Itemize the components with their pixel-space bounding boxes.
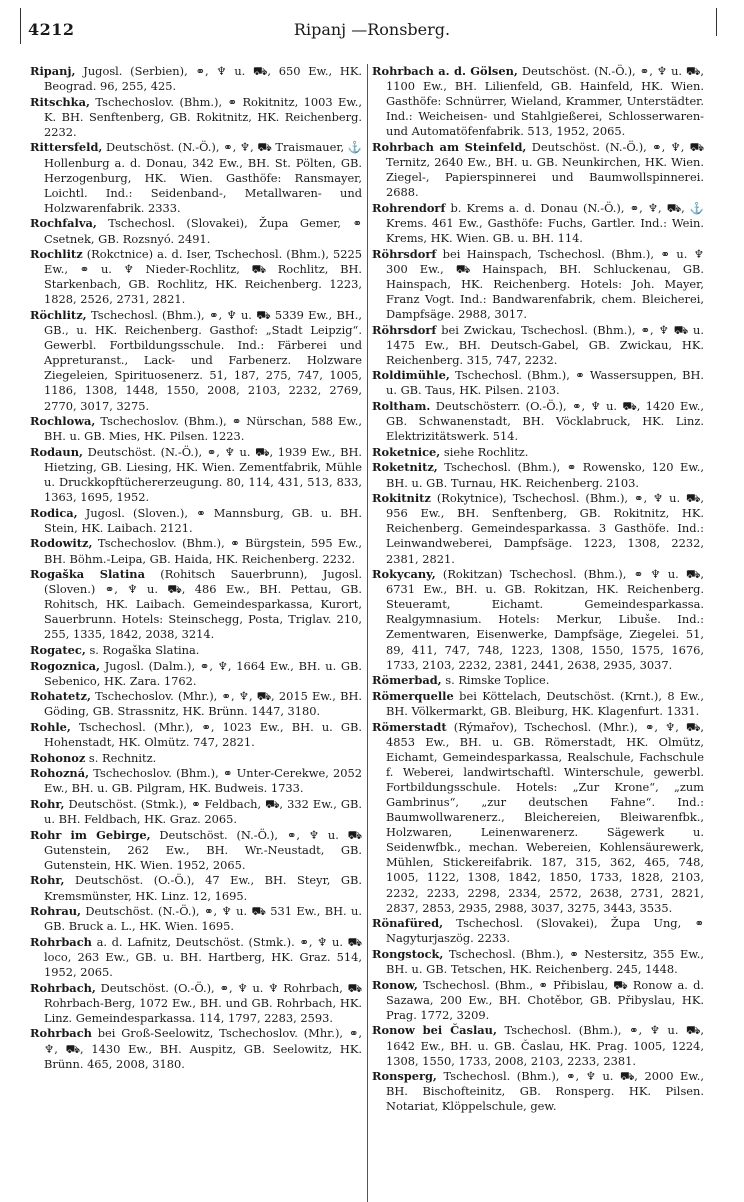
entry-text: Tschechoslov. (Bhm.), ⚭ Unter-Cerekwe, 2052 Ew., BH. u. GB. Pilgram, HK. Budweis. 1733. — [44, 766, 362, 796]
gazetteer-entry — [372, 1023, 704, 1068]
entry-text: bei Groß-Seelowitz, Tschechoslov. (Mhr.), ⚭, ♆, ⛟, 1430 Ew., BH. Auspitz, GB. Seelowitz, HK. Brünn. 465, 2008, 3180. — [44, 1026, 362, 1071]
gazetteer-entry — [372, 201, 704, 246]
entry-headword: Ripanj, — [30, 64, 76, 78]
entry-text: Deutschöst. (N.-Ö.), ⚭, ♆ u. ⛟ Gutenstein, 262 Ew., BH. Wr.-Neustadt, GB. Gutenstein, HK. Wien. 1952, 2065. — [44, 827, 362, 872]
page-header — [0, 8, 744, 48]
entry-text: Tschechoslov. (Bhm.), ⚭ Nürschan, 588 Ew., BH. u. GB. Mies, HK. Pilsen. 1223. — [44, 414, 362, 444]
entry-text: Jugosl. (Sloven.), ⚭ Mannsburg, GB. u. BH. Stein, HK. Laibach. 2121. — [44, 505, 362, 535]
entry-headword: Rohonoz — [30, 750, 86, 765]
entry-text: Deutschösterr. (O.-Ö.), ⚭, ♆ u. ⛟, 1420 Ew., GB. Schwanenstadt, BH. Vöcklabruck, HK. Linz. Elektrizitätswerk. 514. — [386, 399, 704, 444]
entry-text: Tschechosl. (Slovakei), Župa Ung, ⚭ Nagyturjaszög. 2233. — [386, 916, 704, 946]
entry-headword: Ritschka, — [30, 94, 90, 109]
entry-headword: Rochlowa, — [30, 414, 96, 429]
gazetteer-entry — [30, 95, 362, 140]
gazetteer-entry — [372, 140, 704, 200]
entry-headword: Römerbad, — [372, 673, 442, 688]
entry-headword: Rohatetz, — [30, 689, 91, 704]
gazetteer-entry — [372, 947, 704, 977]
entry-text: Tschechosl. (Bhm.), ⚭ Nestersitz, 355 Ew., BH. u. GB. Tetschen, HK. Reichenberg. 245, 1448. — [386, 946, 704, 977]
entry-headword: Ronow bei Časlau, — [372, 1023, 497, 1038]
entry-headword: Rokycany, — [372, 567, 436, 582]
entry-headword: Roldimühle, — [372, 368, 450, 383]
entry-text: Tschechosl. (Bhm.), ⚭, ♆ u. ⛟, 2000 Ew., BH. Bischofteinitz, GB. Ronsperg. HK. Pilsen. Notariat, Klöppelschule, gew. — [386, 1069, 704, 1114]
entry-text: bei Hainspach, Tschechosl. (Bhm.), ⚭ u. ♆ 300 Ew., ⛟ Hainspach, BH. Schluckenau, GB. Hainspach, HK. Reichenberg. Hotels: Joh. Mayer, Franz Vogt. Ind.: Bandwarenfabrik, chem. Bleicherei, Dampfsäge. 2988, 3017. — [386, 246, 704, 321]
entry-text: Tschechosl. (Slovakei), Župa Gemer, ⚭ Csetnek, GB. Rozsnyó. 2491. — [44, 216, 362, 246]
entry-headword: Röhrsdorf — [372, 246, 437, 261]
gazetteer-entry — [30, 935, 362, 980]
entry-headword: Rohr, — [30, 797, 65, 811]
gazetteer-entry — [30, 140, 362, 215]
running-head: Ripanj —Ronsberg. — [293, 20, 451, 39]
entry-headword: Rohrbach am Steinfeld, — [372, 139, 527, 154]
entry-text: bei Köttelach, Deutschöst. (Krnt.), 8 Ew., BH. Völkermarkt, GB. Bleiburg, HK. Klagenfurt. 1331. — [386, 688, 704, 718]
entry-text: (Rokytnice), Tschechosl. (Bhm.), ⚭, ♆ u. ⛟, 956 Ew., BH. Senftenberg, GB. Rokitnitz, HK. Reichenberg. Gemeindesparkassa. 3 Gasthöfe. Ind.: Leinwandweberei, Dampfsäge. 1223, 1308, 2232, 2381, 2821. — [386, 491, 704, 566]
entry-text: Deutschöst. (Stmk.), ⚭ Feldbach, ⛟, 332 Ew., GB. u. BH. Feldbach, HK. Graz. 2065. — [44, 797, 362, 827]
gazetteer-entry — [30, 506, 362, 536]
entry-text: Deutschöst. (N.-Ö.), ⚭, ♆, ⛟ Traismauer, ⚓ Hollenburg a. d. Donau, 342 Ew., BH. St. Pölten, GB. Herzogenburg, HK. Wien. Gasthöfe: Ransmayer, Loichtl. Ind.: Seidenband-, Metallwaren- und Holzwarenfabrik. 2333. — [44, 140, 362, 215]
entry-headword: Roltham. — [372, 399, 431, 414]
gazetteer-entry — [372, 491, 704, 566]
gazetteer-entry — [30, 751, 362, 766]
gazetteer-entry — [372, 368, 704, 398]
entry-text: Tschechoslov. (Bhm.), ⚭ Bürgstein, 595 Ew., BH. Böhm.-Leipa, GB. Haida, HK. Reichenberg. 2232. — [44, 536, 362, 566]
entry-headword: Rohr im Gebirge, — [30, 827, 151, 842]
entry-text: Deutschöst. (N.-Ö.), ⚭, ♆ u. ⛟, 1100 Ew., BH. Lilienfeld, GB. Hainfeld, HK. Wien. Gasthöfe: Schnürrer, Wieland, Krammer, Unterstädter. Ind.: Weicheisen- und Stahlgießerei, Schlosserwaren- und Automatöfenfabrik. 513, 1952, 2065. — [386, 64, 704, 139]
entry-text: (Rohitsch Sauerbrunn), Jugosl. (Sloven.) ⚭, ♆ u. ⛟, 486 Ew., BH. Pettau, GB. Rohitsch, HK. Laibach. Gemeindesparkassa, Kurort, Sauerbrunn. Hotels: Steinschegg, Posta, Triglav. 210, 255, 1335, 1842, 2038, 3214. — [44, 567, 362, 642]
entry-text: s. Rogaška Slatina. — [85, 643, 200, 658]
entry-text: a. d. Lafnitz, Deutschöst. (Stmk.). ⚭, ♆ u. ⛟ loco, 263 Ew., GB. u. BH. Hartberg, HK. Graz. 514, 1952, 2065. — [44, 934, 362, 980]
entry-text: Deutschöst. (O.-Ö.), 47 Ew., BH. Steyr, GB. Kremsmünster, HK. Linz. 12, 1695. — [44, 873, 362, 903]
entry-headword: Röchlitz, — [30, 308, 87, 322]
gazetteer-entry — [30, 216, 362, 246]
gazetteer-entry — [372, 916, 704, 946]
left-column — [30, 64, 362, 1072]
entry-headword: Rogaška Slatina — [30, 567, 145, 582]
page-number: 4212 — [28, 20, 75, 39]
gazetteer-entry — [372, 978, 704, 1023]
entry-text: Tschechosl. (Mhr.), ⚭, 1023 Ew., BH. u. GB. Hohenstadt, HK. Olmütz. 747, 2821. — [44, 720, 362, 750]
entry-headword: Rohrbach — [30, 934, 92, 949]
gazetteer-entry — [372, 64, 704, 139]
entry-headword: Römerstadt — [372, 719, 447, 734]
entry-headword: Rittersfeld, — [30, 140, 103, 155]
entry-headword: Rodica, — [30, 505, 78, 520]
entry-text: Deutschöst. (N.-Ö.), ⚭, ♆ u. ⛟ 531 Ew., BH. u. GB. Bruck a. L., HK. Wien. 1695. — [44, 904, 362, 934]
gazetteer-entry — [372, 323, 704, 368]
entry-headword: Rogatec, — [30, 643, 86, 658]
entry-headword: Rohrbach a. d. Gölsen, — [372, 64, 518, 78]
entry-headword: Ronsperg, — [372, 1069, 437, 1084]
entry-headword: Röhrsdorf — [372, 322, 437, 337]
entry-text: (Rokctnice) a. d. Iser, Tschechosl. (Bhm.), 5225 Ew., ⚭ u. ♆ Nieder-Rochlitz, ⛟ Rochlitz, BH. Starkenbach, GB. Rochlitz, HK. Reichenberg. 1223, 1828, 2526, 2731, 2821. — [44, 247, 362, 307]
entry-text: bei Zwickau, Tschechosl. (Bhm.), ⚭, ♆ ⛟ u. 1475 Ew., BH. Deutsch-Gabel, GB. Zwickau, HK. Reichenberg. 315, 747, 2232. — [386, 322, 704, 367]
entry-headword: Rohle, — [30, 720, 71, 735]
entry-text: Tschechosl. (Bhm.), ⚭, ♆ u. ⛟, 1642 Ew., BH. u. GB. Časlau, HK. Prag. 1005, 1224, 1308, 1550, 1733, 2008, 2103, 2233, 2381. — [386, 1023, 704, 1068]
gazetteer-entry — [30, 689, 362, 719]
gazetteer-entry — [30, 873, 362, 903]
entry-headword: Rodowitz, — [30, 536, 93, 551]
entry-text: Jugosl. (Dalm.), ⚭, ♆, 1664 Ew., BH. u. GB. Sebenico, HK. Zara. 1762. — [44, 658, 362, 688]
entry-text: s. Rechnitz. — [85, 750, 157, 765]
right-column — [372, 64, 704, 1115]
gazetteer-entry — [372, 567, 704, 673]
gazetteer-entry — [372, 720, 704, 916]
gazetteer-entry — [30, 247, 362, 307]
entry-headword: Roketnitz, — [372, 460, 438, 475]
gazetteer-entry — [30, 308, 362, 414]
gazetteer-entry — [30, 981, 362, 1026]
gazetteer-entry — [30, 828, 362, 873]
entry-text: b. Krems a. d. Donau (N.-Ö.), ⚭, ♆, ⛟, ⚓ Krems. 461 Ew., Gasthöfe: Fuchs, Gartler. Ind.: Wein. Krems, HK. Wien. GB. u. BH. 114. — [386, 200, 704, 246]
entry-text: Tschechoslov. (Bhm.), ⚭ Rokitnitz, 1003 Ew., K. BH. Senftenberg, GB. Rokitnitz, HK. Reichenberg. 2232. — [44, 94, 362, 139]
entry-headword: Rönafüred, — [372, 916, 444, 931]
entry-text: Tschechosl. (Bhm.), ⚭, ♆ u. ⛟ 5339 Ew., BH., GB., u. HK. Reichenberg. Gasthof: „Stadt Leipzig“. Gewerbl. Fortbildungsschule. Ind.: Färberei und Appreturanst., Lack- und Farbenerz. Holzware Ziegeleien, Spirituosenerz. 51, 187, 275, 747, 1005, 1186, 1308, 1448, 1550, 2008, 2103, 2232, 2769, 2770, 3017, 3275. — [44, 308, 362, 413]
entry-text: siehe Rochlitz. — [440, 444, 529, 459]
gazetteer-entry — [372, 673, 704, 688]
entry-text: (Rýmařov), Tschechosl. (Mhr.), ⚭, ♆, ⛟, 4853 Ew., BH. u. GB. Römerstadt, HK. Olmütz, Eichamt, Gemeindesparkassa, Realschule, Fachschule f. Weberei, landwirtschaftl. Winterschule, gewerbl. Fortbildungsschule. Hotels: „Zur Krone“, „zum Gambrinus“, „zur deutschen Fahne“. Ind.: Baumwollwarenerz., Bleichereien, Bleiwarenfbk., Holzwaren, Leinenwarenerz. Sägewerk u. Seidenwfbk., mechan. Webereien, Kohlensäurewerk, Mühlen, Stickereifabrik. 187, 315, 362, 465, 748, 1005, 1122, 1308, 1842, 1850, 1733, 1828, 2103, 2232, 2233, 2298, 2334, 2572, 2638, 2731, 2821, 2837, 2853, 2935, 2988, 3037, 3275, 3443, 3535. — [386, 719, 704, 915]
entry-text: (Rokitzan) Tschechosl. (Bhm.), ⚭ ♆ u. ⛟, 6731 Ew., BH. u. GB. Rokitzan, HK. Reichenberg. Steueramt, Eichamt. Gemeindesparkassa. Realgymnasium. Hotels: Merkur, Libuše. Ind.: Zementwaren, Eisenwerke, Dampfsäge, Ziegelei. 51, 89, 411, 747, 748, 1223, 1308, 1550, 1575, 1676, 1733, 2103, 2232, 2381, 2441, 2638, 2935, 3037. — [386, 567, 704, 672]
gazetteer-entry — [30, 445, 362, 505]
entry-text: Tschechosl. (Bhm., ⚭ Přibislau, ⛟ Ronow a. d. Sazawa, 200 Ew., BH. Chotěbor, GB. Přibyslau, HK. Prag. 1772, 3209. — [386, 977, 704, 1022]
gazetteer-entry — [30, 766, 362, 796]
entry-text: Tschechosl. (Bhm.), ⚭ Wassersuppen, BH. u. GB. Taus, HK. Pilsen. 2103. — [386, 368, 704, 398]
entry-text: Jugosl. (Serbien), ⚭, ♆ u. ⛟, 650 Ew., HK. Beograd. 96, 255, 425. — [44, 64, 362, 94]
gazetteer-entry — [30, 643, 362, 658]
gazetteer-entry — [372, 460, 704, 490]
entry-text: s. Rimske Toplice. — [441, 673, 550, 688]
entry-headword: Ronow, — [372, 977, 418, 992]
entry-headword: Rodaun, — [30, 444, 83, 459]
gazetteer-entry — [30, 797, 362, 827]
entry-headword: Rochlitz — [30, 247, 83, 262]
entry-headword: Rohrau, — [30, 904, 81, 919]
entry-text: Deutschöst. (N.-Ö.), ⚭, ♆ u. ⛟, 1939 Ew., BH. Hietzing, GB. Liesing, HK. Wien. Zementfabrik, Mühle u. Druckkopftüchererzeugung. 80, 114, 431, 513, 833, 1363, 1695, 1952. — [44, 444, 362, 505]
entry-headword: Rochfalva, — [30, 216, 97, 231]
entry-text: Deutschöst. (O.-Ö.), ⚭, ♆ u. ♆ Rohrbach, ⛟ Rohrbach-Berg, 1072 Ew., BH. und GB. Rohrbach, HK. Linz. Gemeindesparkassa. 114, 1797, 2283, 2593. — [44, 980, 362, 1025]
gazetteer-entry — [30, 64, 362, 94]
gazetteer-entry — [372, 1069, 704, 1114]
gazetteer-entry — [30, 536, 362, 566]
gazetteer-entry — [372, 247, 704, 322]
gazetteer-entry — [30, 720, 362, 750]
entry-headword: Rongstock, — [372, 946, 444, 961]
gazetteer-entry — [30, 414, 362, 444]
gazetteer-entry — [30, 1026, 362, 1071]
entry-headword: Römerquelle — [372, 688, 454, 703]
entry-headword: Rohr, — [30, 873, 65, 888]
entry-headword: Rohozná, — [30, 766, 90, 781]
entry-text: Tschechoslov. (Mhr.), ⚭, ♆, ⛟, 2015 Ew., BH. Göding, GB. Strassnitz, HK. Brünn. 1447, 3180. — [44, 689, 362, 719]
gazetteer-entry — [372, 445, 704, 460]
entry-headword: Roketnice, — [372, 444, 441, 459]
gazetteer-entry — [372, 399, 704, 444]
margin-rule-right — [716, 8, 717, 36]
entry-headword: Rogoznica, — [30, 658, 100, 673]
two-column-body — [30, 64, 706, 1196]
gazetteer-entry — [30, 659, 362, 689]
entry-headword: Rohrendorf — [372, 200, 446, 215]
entry-text: Tschechosl. (Bhm.), ⚭ Rowensko, 120 Ew., BH. u. GB. Turnau, HK. Reichenberg. 2103. — [386, 460, 704, 490]
gazetteer-entry — [30, 567, 362, 642]
column-divider — [367, 64, 368, 1202]
entry-headword: Rohrbach, — [30, 980, 96, 995]
entry-headword: Rokitnitz — [372, 491, 431, 506]
gazetteer-entry — [372, 689, 704, 719]
entry-text: Deutschöst. (N.-Ö.), ⚭, ♆, ⛟ Ternitz, 2640 Ew., BH. u. GB. Neunkirchen, HK. Wien. Ziegel-, Papierspinnerei und Baumwollspinnerei. 2688. — [386, 139, 704, 200]
gazetteer-entry — [30, 904, 362, 934]
entry-headword: Rohrbach — [30, 1026, 92, 1041]
